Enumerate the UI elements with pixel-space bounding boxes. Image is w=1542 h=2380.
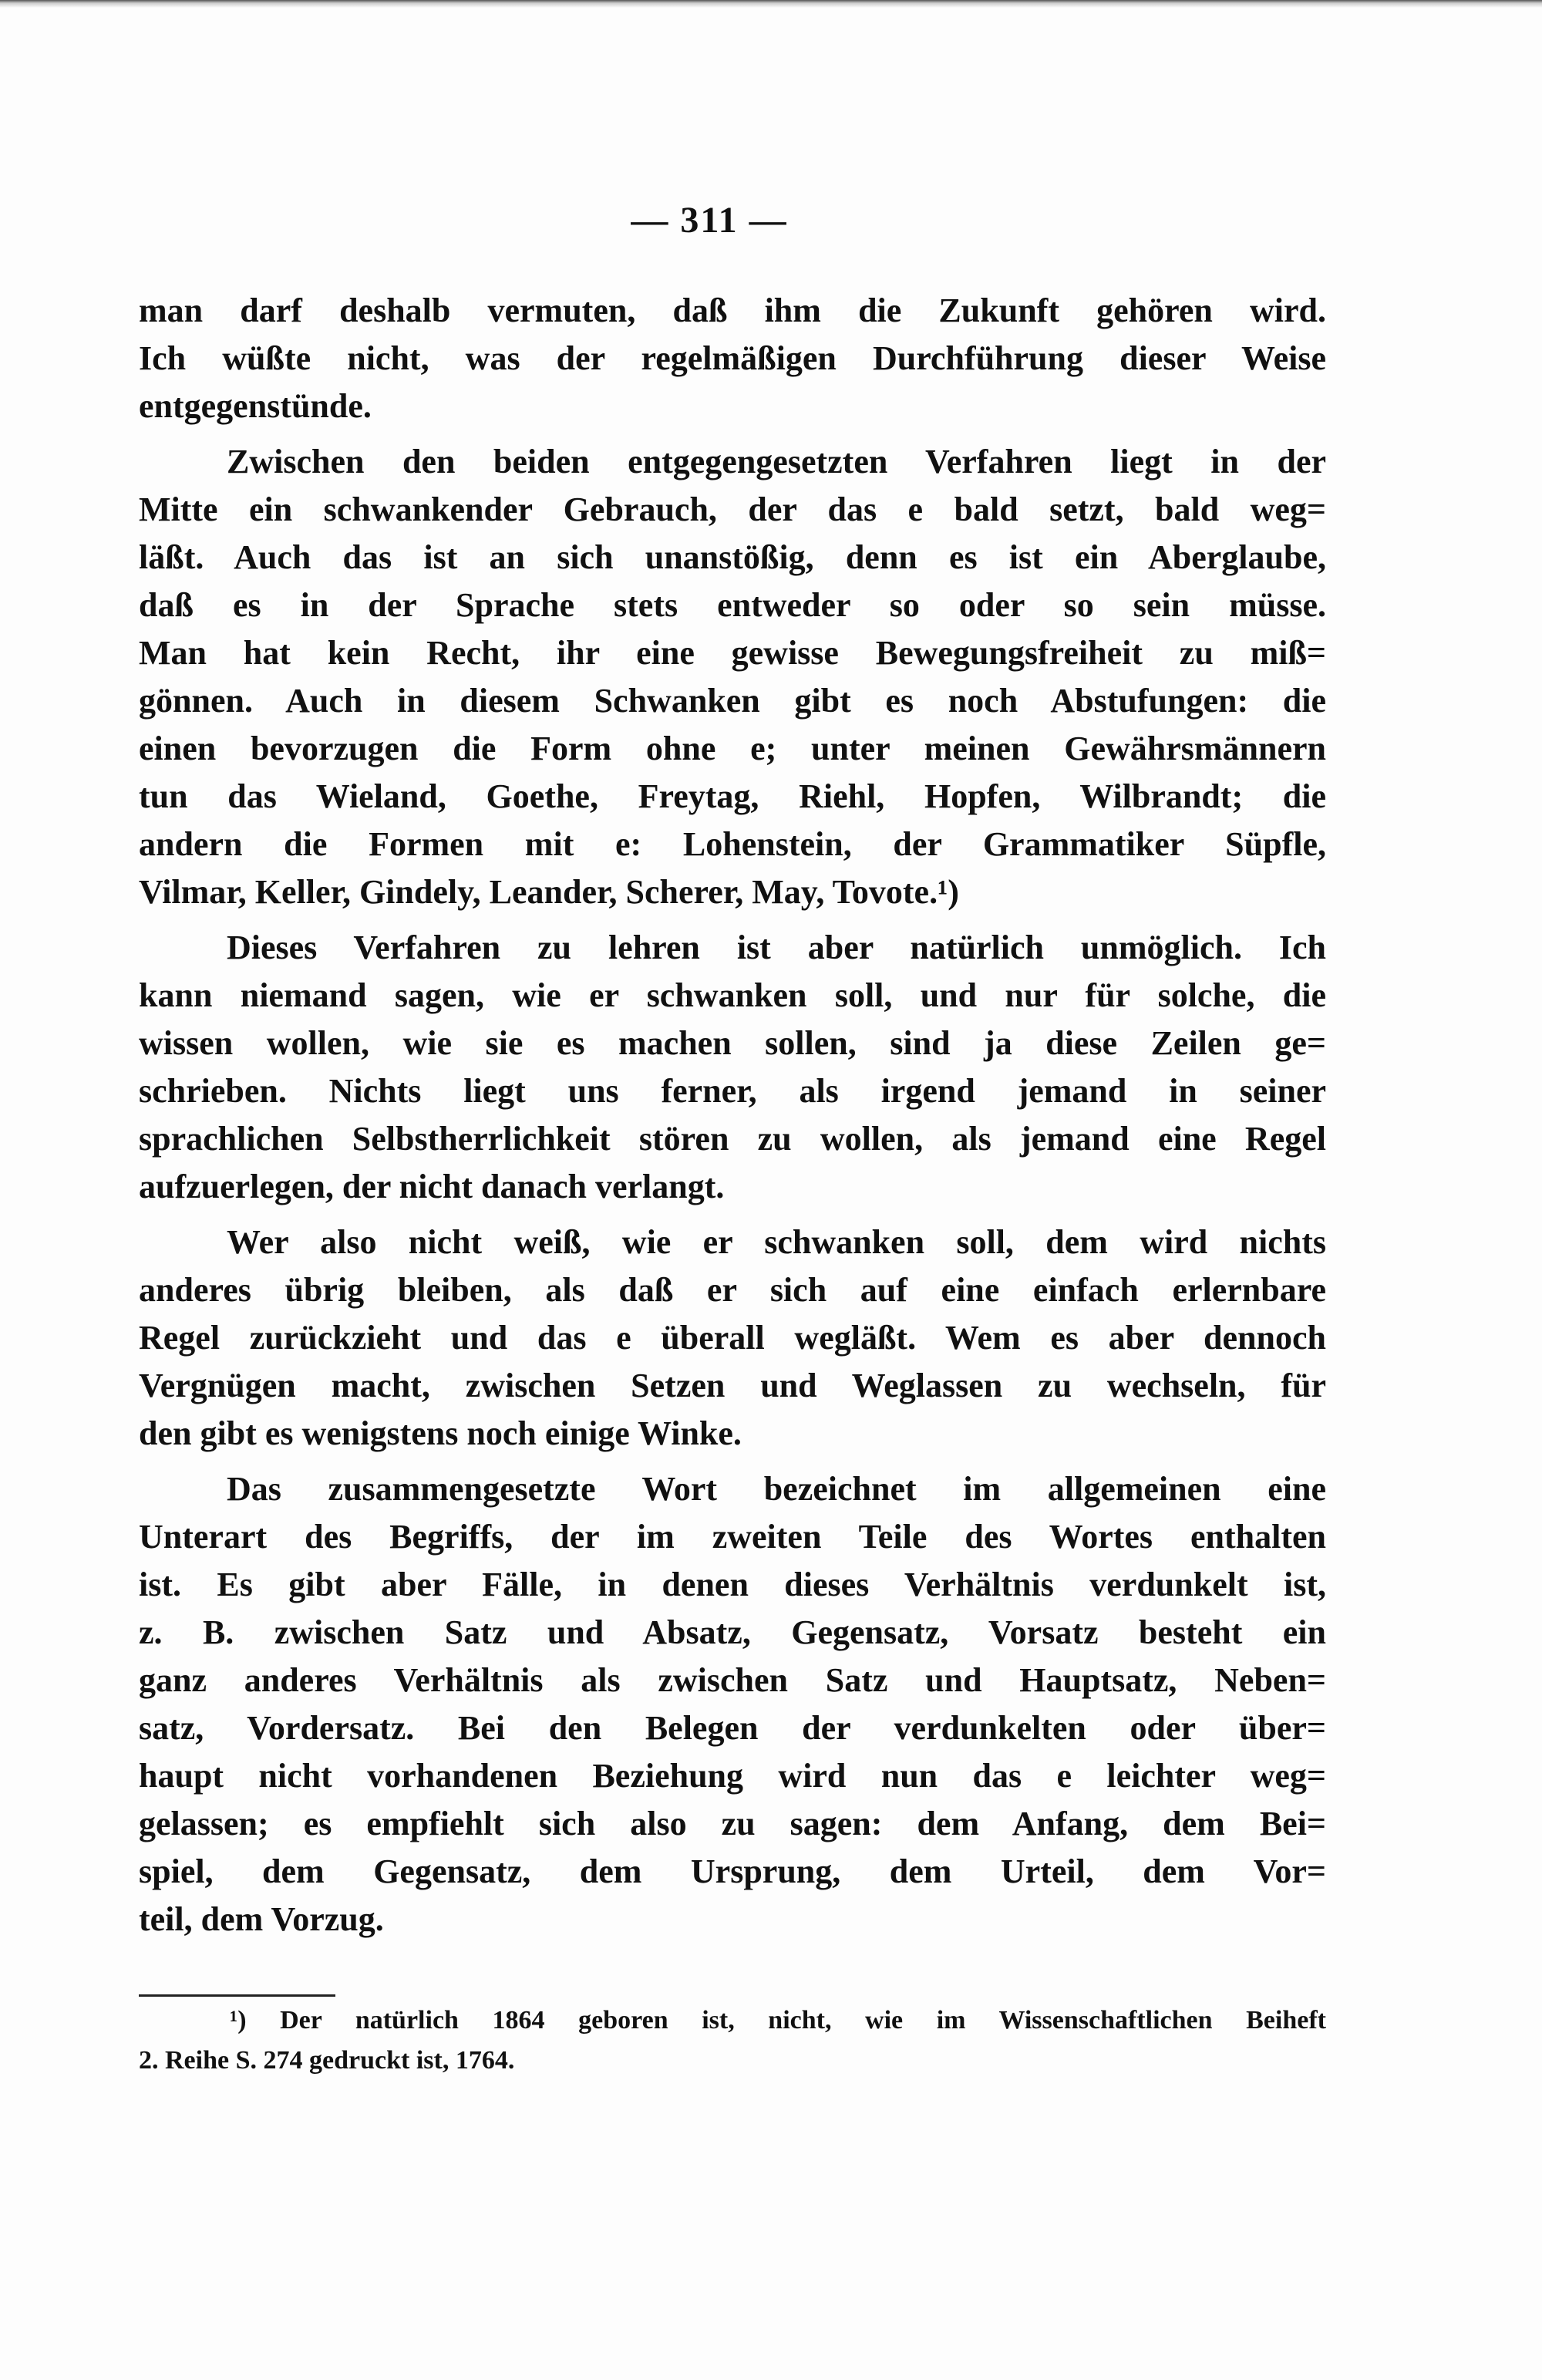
- text-line: den gibt es wenigstens noch einige Winke.: [139, 1414, 742, 1452]
- text-line: z. B. zwischen Satz und Absatz, Gegensatz, Vorsatz besteht ein: [139, 1613, 1326, 1651]
- text-line: man darf deshalb vermuten, daß ihm die Zukunft gehören wird.: [139, 292, 1326, 329]
- text-line: aufzuerlegen, der nicht danach verlangt.: [139, 1168, 725, 1205]
- footnote: [139, 2001, 1326, 2081]
- paragraph: [139, 924, 1326, 1211]
- footnote-line: ¹) Der natürlich 1864 geboren ist, nicht, wie im Wissenschaftlichen Beiheft: [230, 2006, 1326, 2034]
- paragraph: [139, 1465, 1326, 1943]
- text-line: wissen wollen, wie sie es machen sollen, sind ja diese Zeilen ge=: [139, 1024, 1326, 1062]
- text-line: schrieben. Nichts liegt uns ferner, als irgend jemand in seiner: [139, 1072, 1326, 1110]
- footnote-divider: [139, 1994, 335, 1997]
- text-line: Vergnügen macht, zwischen Setzen und Weglassen zu wechseln, für: [139, 1367, 1326, 1404]
- text-line: Wer also nicht weiß, wie er schwanken soll, dem wird nichts: [227, 1223, 1326, 1261]
- paragraph: [139, 287, 1326, 430]
- text-line: Vilmar, Keller, Gindely, Leander, Scherer, May, Tovote.¹): [139, 873, 959, 911]
- text-line: gelassen; es empfiehlt sich also zu sagen: dem Anfang, dem Bei=: [139, 1805, 1326, 1842]
- text-line: haupt nicht vorhandenen Beziehung wird nun das e leichter weg=: [139, 1757, 1326, 1795]
- text-line: ganz anderes Verhältnis als zwischen Satz und Hauptsatz, Neben=: [139, 1661, 1326, 1699]
- text-line: Regel zurückzieht und das e überall wegläßt. Wem es aber dennoch: [139, 1319, 1326, 1357]
- text-line: anderes übrig bleiben, als daß er sich auf eine einfach erlernbare: [139, 1271, 1326, 1309]
- text-line: entgegenstünde.: [139, 387, 372, 425]
- text-line: tun das Wieland, Goethe, Freytag, Riehl, Hopfen, Wilbrandt; die: [139, 777, 1326, 815]
- text-line: teil, dem Vorzug.: [139, 1900, 384, 1938]
- text-line: andern die Formen mit e: Lohenstein, der Grammatiker Süpfle,: [139, 825, 1326, 863]
- text-line: gönnen. Auch in diesem Schwanken gibt es noch Abstufungen: die: [139, 682, 1326, 720]
- text-line: Das zusammengesetzte Wort bezeichnet im allgemeinen eine: [227, 1470, 1326, 1508]
- text-line: satz, Vordersatz. Bei den Belegen der verdunkelten oder über=: [139, 1709, 1326, 1747]
- scan-top-edge: [0, 0, 1542, 8]
- paragraph: [139, 438, 1326, 916]
- text-line: Mitte ein schwankender Gebrauch, der das e bald setzt, bald weg=: [139, 490, 1326, 528]
- text-line: daß es in der Sprache stets entweder so oder so sein müsse.: [139, 586, 1326, 624]
- text-line: kann niemand sagen, wie er schwanken soll, und nur für solche, die: [139, 976, 1326, 1014]
- text-line: einen bevorzugen die Form ohne e; unter meinen Gewährsmännern: [139, 730, 1326, 767]
- text-line: sprachlichen Selbstherrlichkeit stören zu wollen, als jemand eine Regel: [139, 1120, 1326, 1158]
- footnote-line: 2. Reihe S. 274 gedruckt ist, 1764.: [139, 2046, 515, 2075]
- page-number: — 311 —: [631, 200, 788, 241]
- paragraph: [139, 1219, 1326, 1458]
- text-line: Zwischen den beiden entgegengesetzten Verfahren liegt in der: [227, 443, 1326, 480]
- text-line: Ich wüßte nicht, was der regelmäßigen Durchführung dieser Weise: [139, 339, 1326, 377]
- text-line: Dieses Verfahren zu lehren ist aber natürlich unmöglich. Ich: [227, 929, 1326, 966]
- text-line: Unterart des Begriffs, der im zweiten Teile des Wortes enthalten: [139, 1518, 1326, 1556]
- text-line: Man hat kein Recht, ihr eine gewisse Bewegungsfreiheit zu miß=: [139, 634, 1326, 672]
- text-line: läßt. Auch das ist an sich unanstößig, denn es ist ein Aberglaube,: [139, 538, 1326, 576]
- text-line: spiel, dem Gegensatz, dem Ursprung, dem Urteil, dem Vor=: [139, 1852, 1326, 1890]
- text-line: ist. Es gibt aber Fälle, in denen dieses Verhältnis verdunkelt ist,: [139, 1566, 1326, 1603]
- body-text: [139, 287, 1326, 1951]
